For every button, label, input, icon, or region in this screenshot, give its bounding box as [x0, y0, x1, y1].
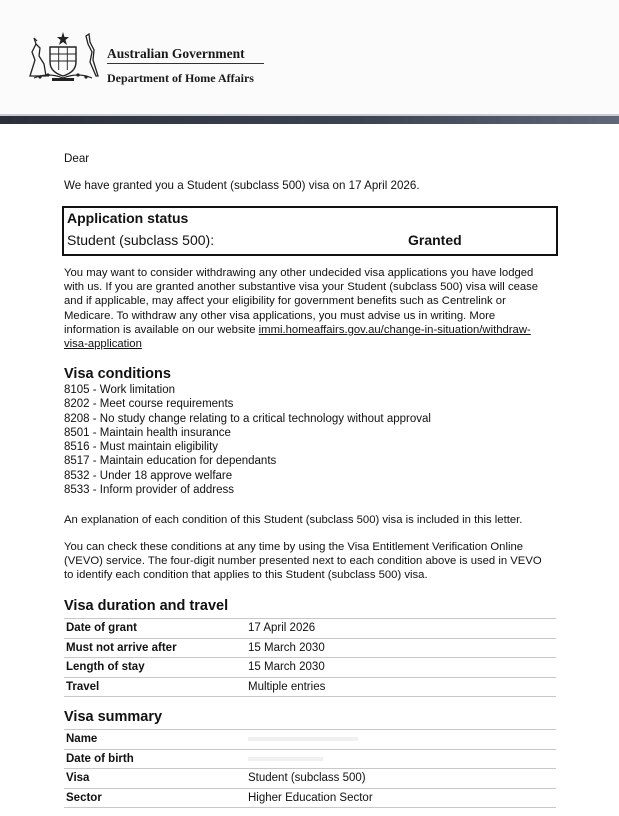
- condition-item: 8533 - Inform provider of address: [64, 484, 235, 497]
- row-label: Must not arrive after: [64, 638, 246, 658]
- visa-duration-table: [64, 618, 556, 697]
- condition-item: 8105 - Work limitation: [64, 384, 175, 396]
- commonwealth-coat-of-arms-icon: [26, 30, 100, 82]
- table-row: [64, 788, 556, 808]
- government-name: Australian Government: [107, 46, 245, 61]
- application-status-box: [62, 206, 558, 256]
- redacted-value: [246, 749, 556, 769]
- condition-item: 8501 - Maintain health insurance: [64, 426, 231, 439]
- row-label: Date of grant: [64, 619, 246, 639]
- application-status-label: Student (subclass 500):: [67, 232, 215, 248]
- redacted-value: [246, 730, 556, 750]
- table-row: [64, 730, 556, 750]
- visa-conditions-heading: Visa conditions: [64, 366, 171, 382]
- vevo-paragraph: You can check these conditions at any time by using the Visa Entitlement Verification Online (VEVO) service. The four-digit number presented next to each condition above is used in VEVO to identify each condition that applies to this Student (subclass 500) visa.: [64, 541, 542, 582]
- row-label: Name: [64, 730, 246, 750]
- withdraw-visa-link[interactable]: immi.homeaffairs.gov.au/change-in-situation/withdraw-visa-application: [64, 323, 531, 351]
- row-value: Higher Education Sector: [246, 788, 556, 808]
- withdraw-text: You may want to consider withdrawing any other undecided visa applications you have lodged with us. If you are granted another substantive visa your Student (subclass 500) visa will cease and if applicable, may affect your eligibility for government benefits such as Centrelink or Medicare. To withdraw any other visa applications, you must advise us in writing. More information is available on our website: [64, 267, 539, 336]
- row-value: 17 April 2026: [246, 619, 556, 639]
- header-divider: [107, 63, 264, 64]
- table-row: [64, 658, 556, 678]
- withdraw-paragraph: [64, 266, 544, 351]
- visa-summary-heading: Visa summary: [64, 709, 163, 725]
- visa-summary-table: [64, 729, 556, 808]
- letterhead: [0, 0, 619, 116]
- row-label: Visa: [64, 769, 246, 789]
- salutation: Dear: [64, 152, 90, 165]
- row-value: 15 March 2030: [246, 658, 556, 678]
- condition-item: 8517 - Maintain education for dependants: [64, 455, 277, 468]
- visa-duration-heading: Visa duration and travel: [64, 598, 229, 614]
- table-row: [64, 749, 556, 769]
- table-row: [64, 677, 556, 697]
- visa-conditions-list: [64, 383, 431, 497]
- row-value: 15 March 2030: [246, 638, 556, 658]
- row-label: Date of birth: [64, 749, 246, 769]
- row-label: Travel: [64, 677, 246, 697]
- table-row: [64, 769, 556, 789]
- grant-statement: We have granted you a Student (subclass 500) visa on 17 April 2026.: [64, 179, 420, 192]
- condition-item: 8208 - No study change relating to a critical technology without approval: [64, 412, 431, 425]
- condition-item: 8202 - Meet course requirements: [64, 398, 234, 411]
- conditions-explanation: An explanation of each condition of this Student (subclass 500) visa is included in this letter.: [64, 514, 523, 526]
- row-value: Student (subclass 500): [246, 769, 556, 789]
- table-row: [64, 638, 556, 658]
- row-value: Multiple entries: [246, 677, 556, 697]
- condition-item: 8532 - Under 18 approve welfare: [64, 469, 233, 482]
- row-label: Length of stay: [64, 658, 246, 678]
- application-status-value: Granted: [408, 232, 462, 248]
- application-status-title: Application status: [67, 210, 189, 226]
- table-row: [64, 619, 556, 639]
- department-name: Department of Home Affairs: [107, 71, 254, 85]
- header-band: [0, 116, 619, 124]
- condition-item: 8516 - Must maintain eligibility: [64, 441, 219, 454]
- row-label: Sector: [64, 788, 246, 808]
